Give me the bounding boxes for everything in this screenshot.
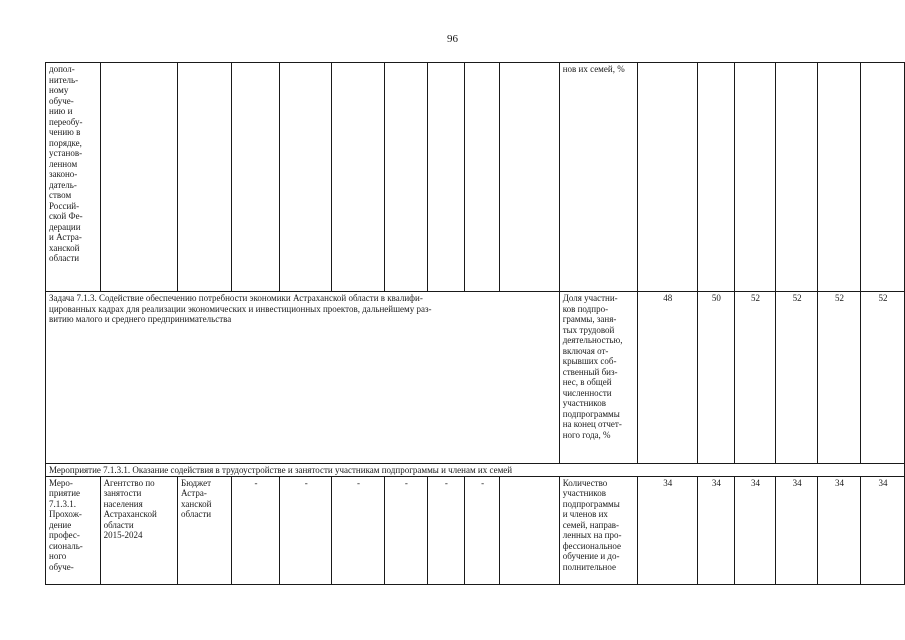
funding-dash: - [384, 476, 427, 584]
event-name-lines: допол- нитель- ному обуче- нию и переобу- чению в порядке, установ- ленном законо- датель- ством Россий- ской Фе- дерации и Астра- ханской области [49, 64, 83, 263]
empty-cell [500, 63, 559, 292]
event-title: Мероприятие 7.1.3.1. Оказание содействия в трудоустройстве и занятости участникам подпрограммы и членам их семей [46, 464, 905, 477]
task-description: Задача 7.1.3. Содействие обеспечению потребности экономики Астраханской области в квалифи- цированных кадрах для реализации экономических и инвестиционных проектов, дальнейшему раз- витию малого и среднего предпринимательства [46, 292, 560, 464]
empty-cell [427, 63, 464, 292]
empty-cell [100, 63, 177, 292]
event-value: 34 [861, 476, 905, 584]
event-value: 34 [697, 476, 734, 584]
event-indicator-cell: Количество участников подпрограммы и членов их семей, направ- ленных на про- фессиональное обучение и до- полнительное [559, 476, 637, 584]
empty-cell [465, 63, 500, 292]
value-cell [776, 63, 818, 292]
funding-dash: - [332, 476, 385, 584]
task-value: 52 [776, 292, 818, 464]
empty-cell [231, 63, 280, 292]
funding-dash: - [280, 476, 332, 584]
task-indicator-cell: Доля участни- ков подпро- граммы, заня- тых трудовой деятельностью, включая от- крывших соб- ственный биз- нес, в общей численности участников подпрограммы на конец отчет- ного года, % [559, 292, 637, 464]
indicator-cell: нов их семей, % [559, 63, 637, 292]
executor-cell: Агентство по занятости населения Астраханской области 2015-2024 [100, 476, 177, 584]
task-value: 52 [734, 292, 775, 464]
empty-cell [384, 63, 427, 292]
task-value: 52 [861, 292, 905, 464]
event-value: 34 [637, 476, 697, 584]
event-value: 34 [776, 476, 818, 584]
value-cell [697, 63, 734, 292]
continuation-row [46, 63, 905, 292]
value-cell [861, 63, 905, 292]
task-value: 52 [818, 292, 861, 464]
funding-source-cell: Бюджет Астра- ханской области [178, 476, 232, 584]
program-table [45, 62, 905, 585]
event-value: 34 [734, 476, 775, 584]
task-value: 50 [697, 292, 734, 464]
empty-cell [332, 63, 385, 292]
task-row [46, 292, 905, 464]
empty-cell [500, 476, 559, 584]
funding-dash: - [427, 476, 464, 584]
value-cell [637, 63, 697, 292]
event-title-row [46, 464, 905, 477]
value-cell [818, 63, 861, 292]
event-name-cell: Меро- приятие 7.1.3.1. Прохож- дение профес- сиональ- ного обуче- [46, 476, 101, 584]
event-row [46, 476, 905, 584]
page-number: 96 [447, 33, 458, 45]
funding-dash: - [465, 476, 500, 584]
task-value: 48 [637, 292, 697, 464]
empty-cell [178, 63, 232, 292]
value-cell [734, 63, 775, 292]
funding-dash: - [231, 476, 280, 584]
event-value: 34 [818, 476, 861, 584]
event-name-cell [46, 63, 101, 292]
empty-cell [280, 63, 332, 292]
